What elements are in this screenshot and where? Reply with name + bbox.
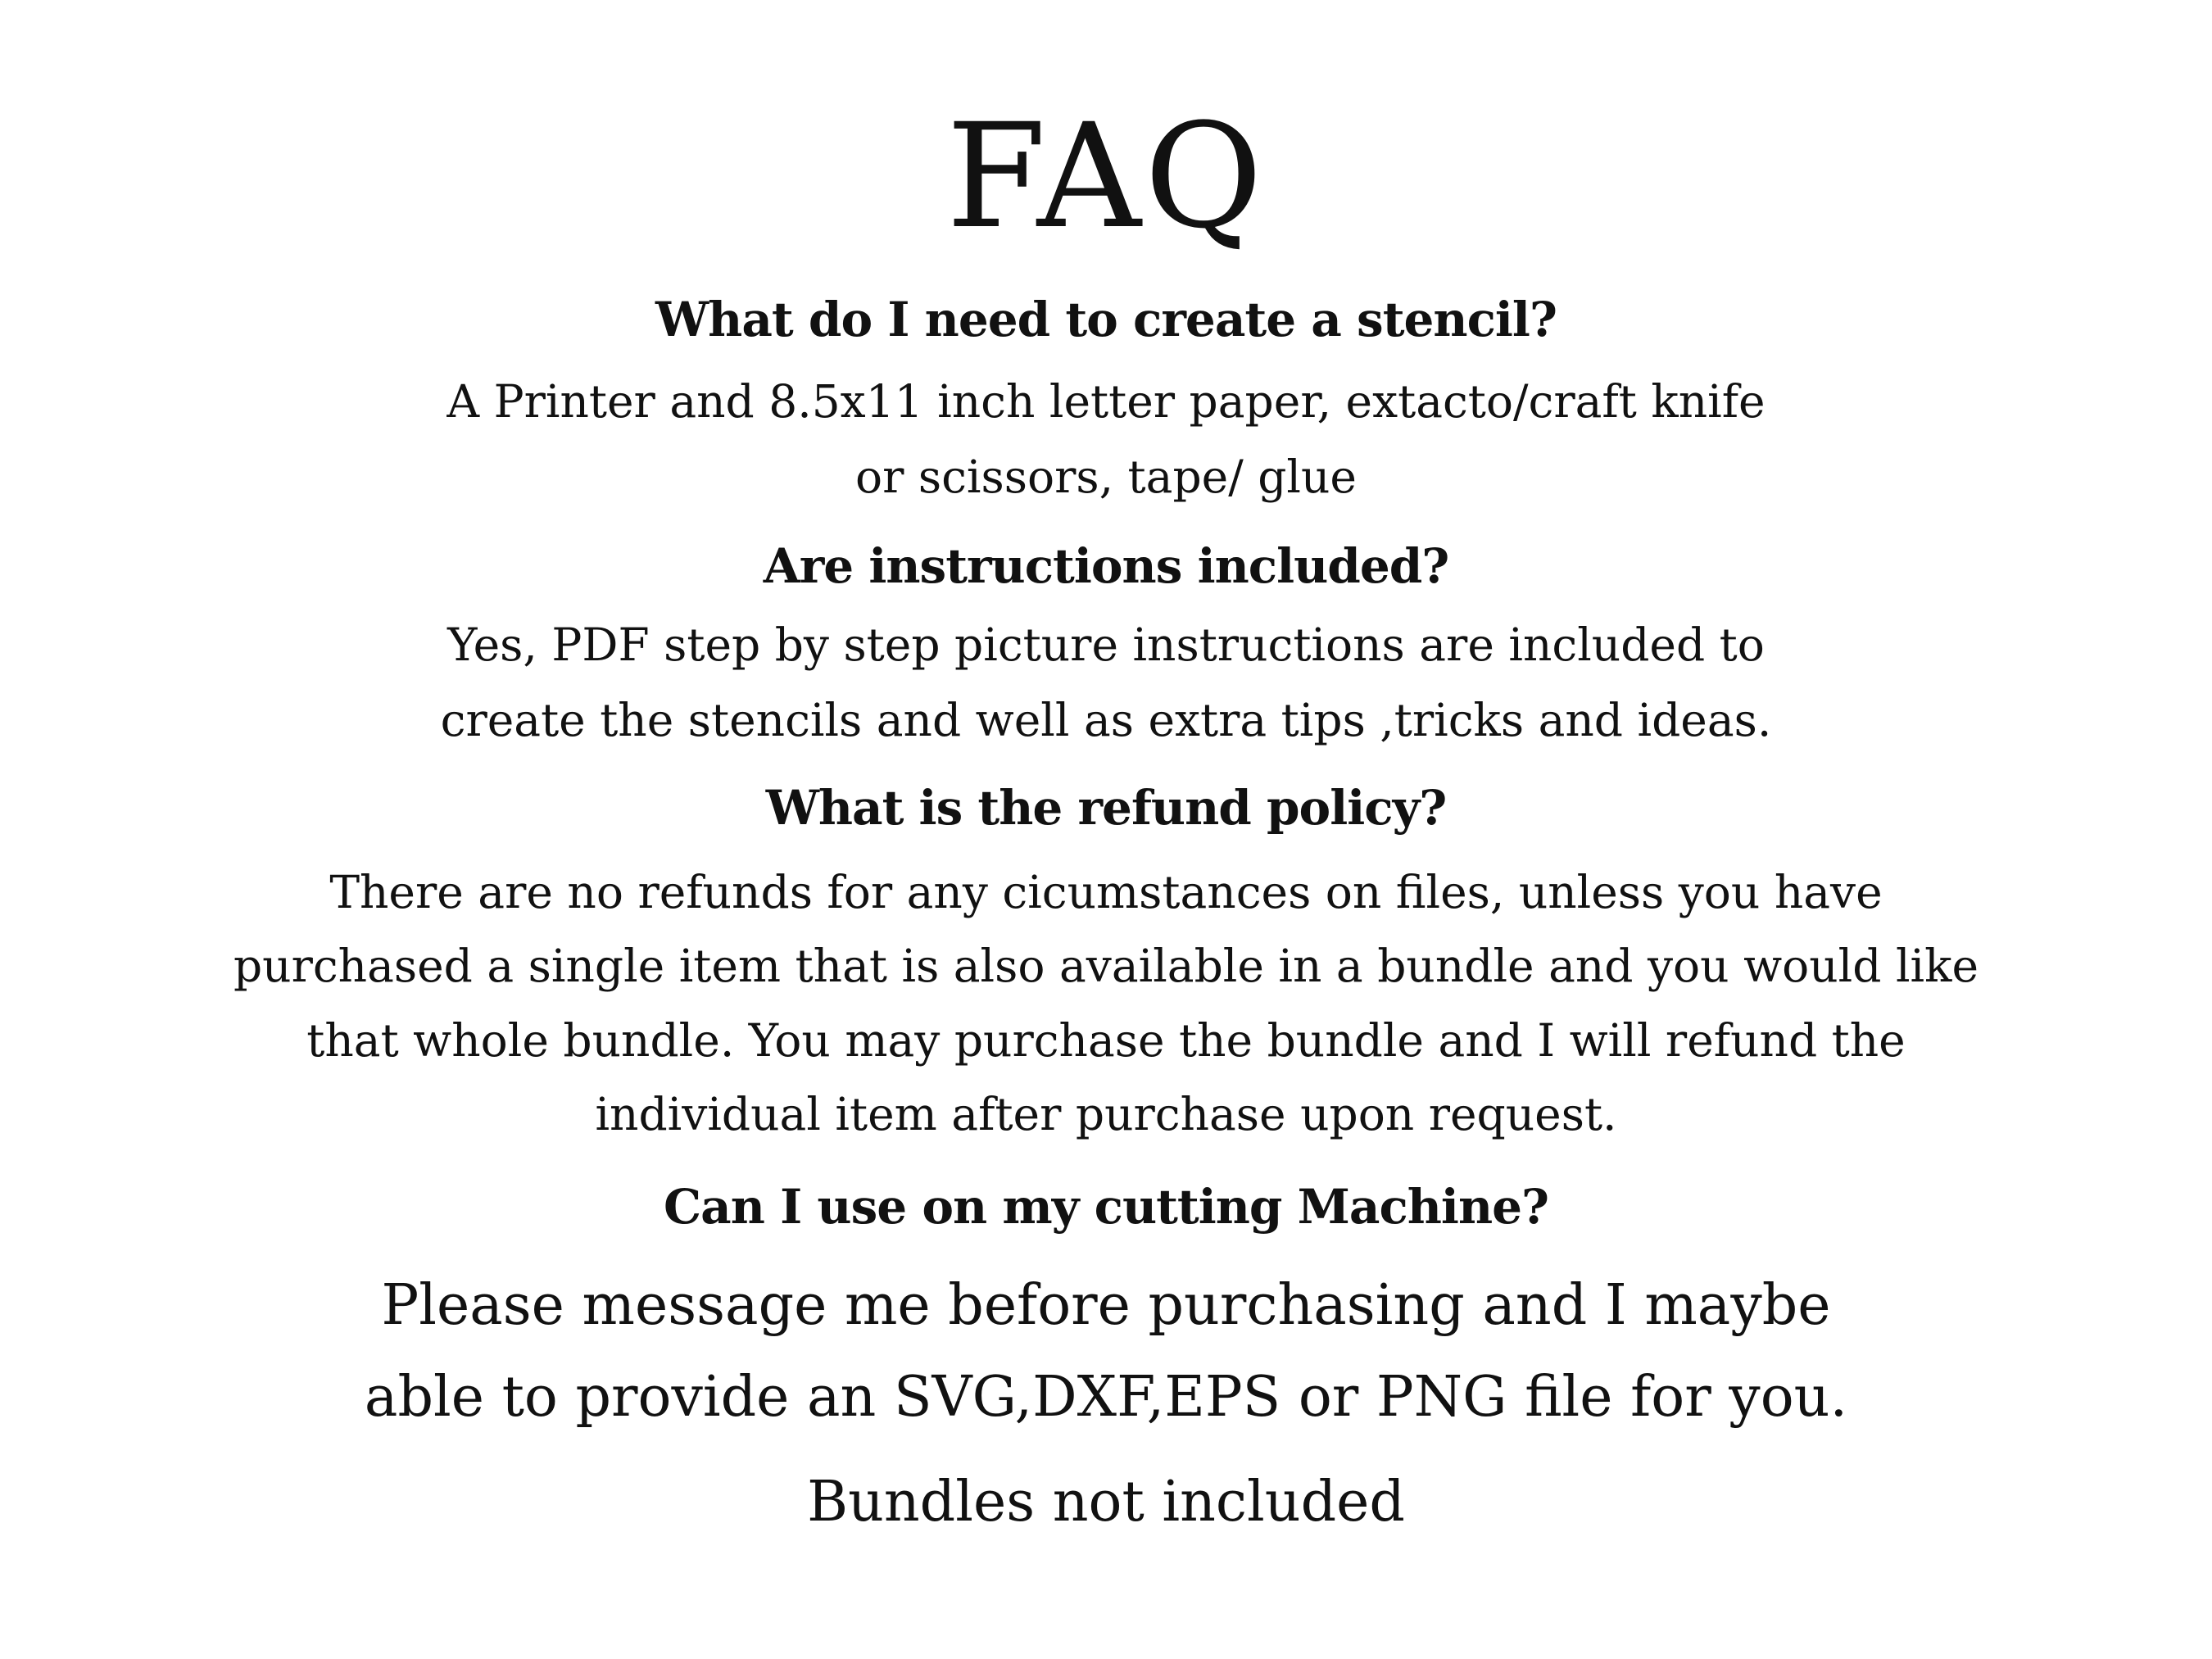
faq-answer-line: able to provide an SVG,DXF,EPS or PNG file for you. (364, 1365, 1848, 1430)
faq-answer-line: create the stencils and well as extra tips ,tricks and ideas. (440, 694, 1772, 746)
faq-answer-line: Bundles not included (807, 1470, 1405, 1534)
faq-answer-line: Please message me before purchasing and I maybe (381, 1273, 1831, 1338)
faq-question: Can I use on my cutting Machine? (663, 1179, 1549, 1235)
page-title: FAQ (945, 93, 1267, 261)
faq-answer-line: that whole bundle. You may purchase the bundle and I will refund the (306, 1014, 1906, 1067)
faq-question: What do I need to create a stencil? (655, 292, 1557, 347)
faq-question: Are instructions included? (763, 538, 1449, 594)
faq-answer-line: Yes, PDF step by step picture instructions are included to (447, 619, 1765, 671)
faq-answer-line: A Printer and 8.5x11 inch letter paper, extacto/craft knife (446, 375, 1766, 428)
faq-answer-line: There are no refunds for any cicumstances on files, unless you have (329, 866, 1883, 918)
faq-question: What is the refund policy? (765, 780, 1447, 836)
faq-answer-line: purchased a single item that is also available in a bundle and you would like (233, 940, 1979, 992)
faq-answer-line: individual item after purchase upon request. (595, 1088, 1617, 1140)
faq-answer-line: or scissors, tape/ glue (855, 451, 1357, 503)
